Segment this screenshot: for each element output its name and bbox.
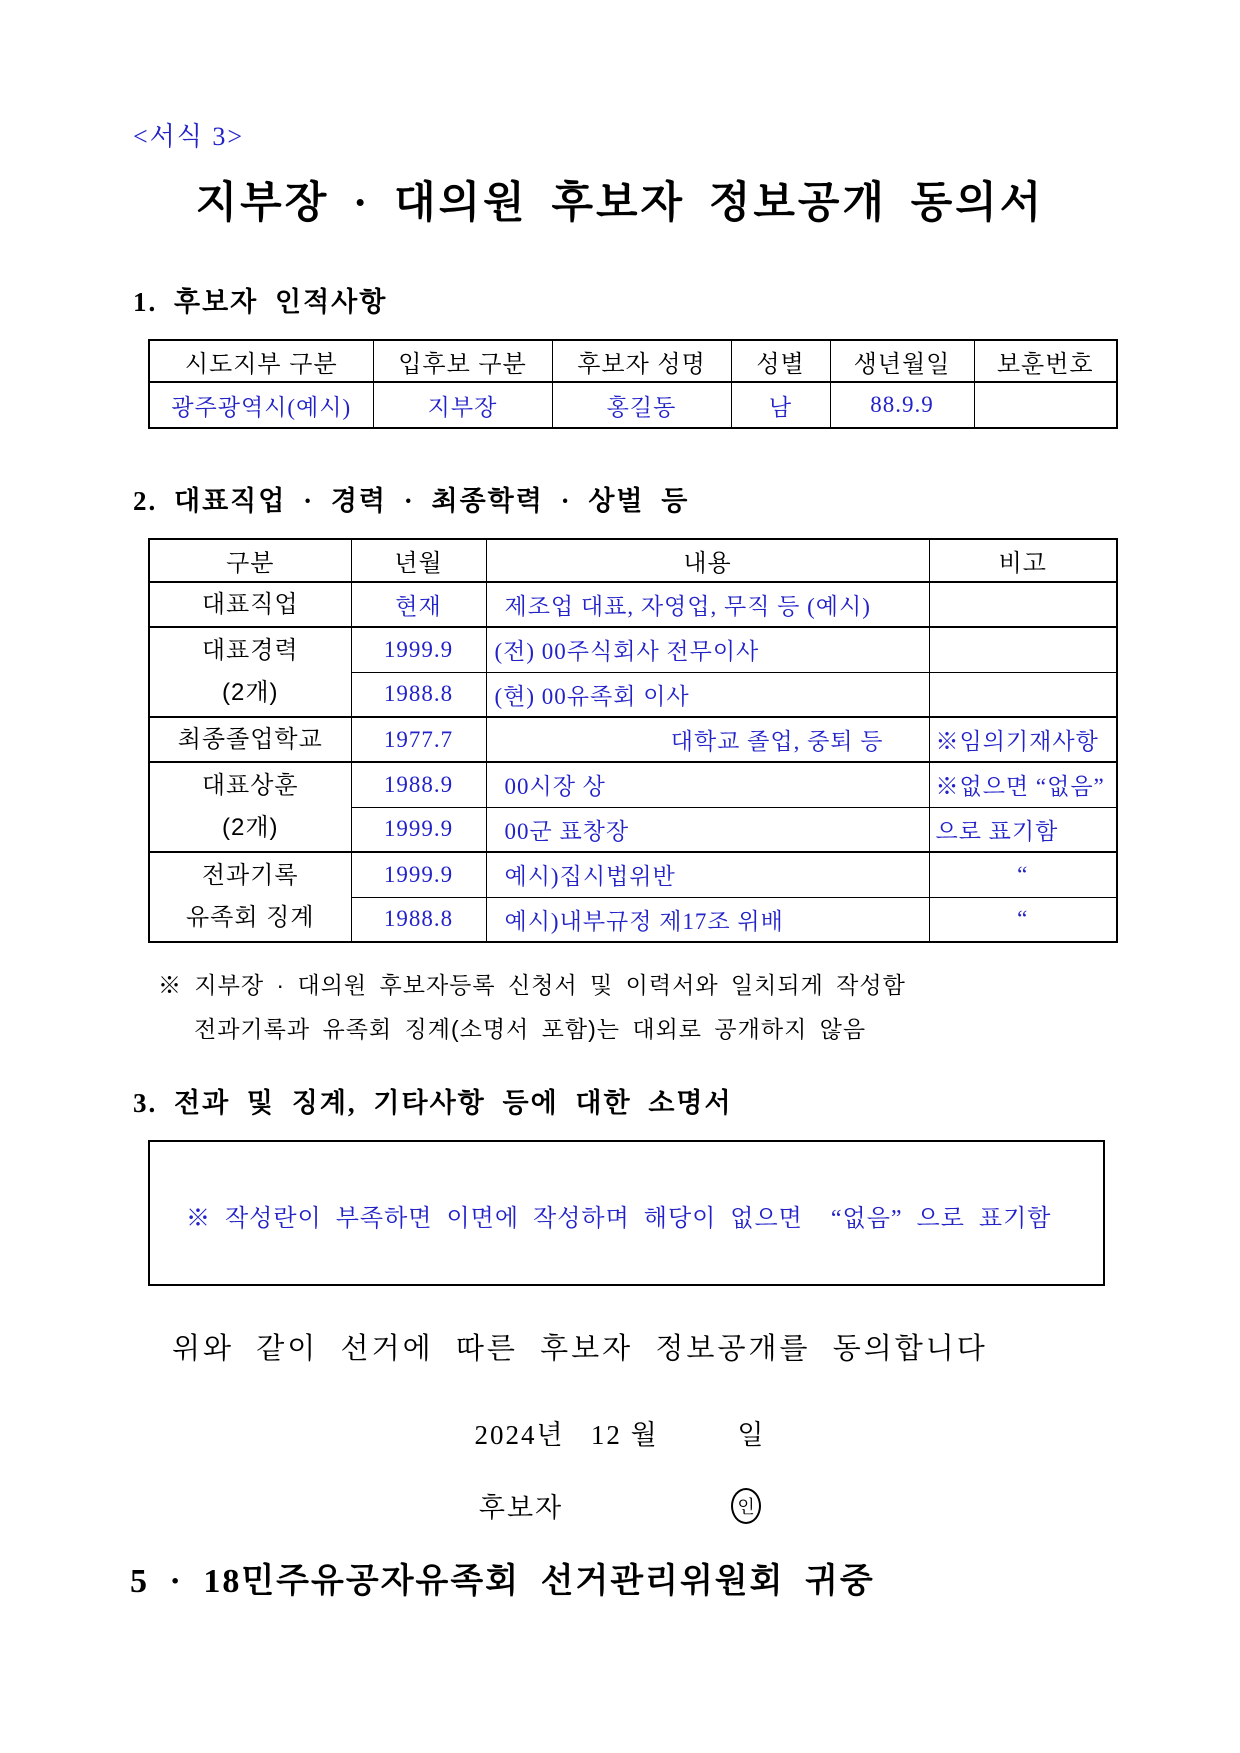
explanation-box [148, 1140, 1105, 1286]
section2-heading: 2. 대표직업 · 경력 · 최종학력 · 상벌 등 [133, 486, 690, 516]
cell-award1-content: 00시장 상 [486, 762, 929, 807]
section1-heading: 1. 후보자 인적사항 [133, 287, 388, 317]
table-header-row [149, 340, 1117, 382]
signer-label: 후보자 [478, 1493, 564, 1523]
cell-award2-note: 으로 표기함 [929, 807, 1117, 852]
column-header-candidacy: 입후보 구분 [373, 340, 552, 382]
table-row-award-1 [149, 762, 1117, 807]
column-header-name: 후보자 성명 [552, 340, 731, 382]
form-number-label: <서식 3> [133, 122, 245, 151]
date-line: 2024년 12 월 일 [474, 1420, 766, 1450]
cell-category-award: 대표상훈 (2개) [149, 762, 351, 852]
column-header-category: 구분 [149, 539, 351, 582]
cell-record1-note: “ [929, 852, 1117, 897]
column-header-remark: 비고 [929, 539, 1117, 582]
column-header-detail: 내용 [486, 539, 929, 582]
cell-career1-year: 1999.9 [351, 627, 486, 672]
column-header-branch: 시도지부 구분 [149, 340, 373, 382]
cell-job-note [929, 582, 1117, 627]
seal-mark: 인 [731, 1488, 761, 1524]
cell-career2-year: 1988.8 [351, 672, 486, 717]
footer-recipient: 5 · 18민주유공자유족회 선거관리위원회 귀중 [130, 1563, 875, 1600]
agreement-statement: 위와 같이 선거에 따른 후보자 정보공개를 동의합니다 [172, 1333, 988, 1365]
column-header-gender: 성별 [731, 340, 830, 382]
cell-category-record: 전과기록 유족회 징계 [149, 852, 351, 942]
cell-category-job: 대표직업 [149, 582, 351, 627]
footnote-line-2: 전과기록과 유족회 징계(소명서 포함)는 대외로 공개하지 않음 [194, 1016, 867, 1042]
cell-job-content: 제조업 대표, 자영업, 무직 등 (예시) [486, 582, 929, 627]
cell-record2-note: “ [929, 897, 1117, 942]
table-row-job [149, 582, 1117, 627]
table-row-career-1 [149, 627, 1117, 672]
explanation-box-note: ※ 작성란이 부족하면 이면에 작성하며 해당이 없으면 “없음” 으로 표기함 [186, 1206, 1052, 1232]
table-footnotes [158, 963, 1240, 1051]
cell-category-school: 최종졸업학교 [149, 717, 351, 762]
cell-career2-note [929, 672, 1117, 717]
cell-career2-content: (현) 00유족회 이사 [486, 672, 929, 717]
table-row-record-1 [149, 852, 1117, 897]
section3-heading: 3. 전과 및 징계, 기타사항 등에 대한 소명서 [133, 1088, 733, 1118]
cell-birthdate: 88.9.9 [830, 382, 974, 428]
column-header-birthdate: 생년월일 [830, 340, 974, 382]
cell-award2-content: 00군 표창장 [486, 807, 929, 852]
page-title: 지부장 · 대의원 후보자 정보공개 동의서 [195, 180, 1045, 227]
column-header-yearmonth: 년월 [351, 539, 486, 582]
cell-career1-note [929, 627, 1117, 672]
cell-category-career: 대표경력 (2개) [149, 627, 351, 717]
cell-school-content: 대학교 졸업, 중퇴 등 [486, 717, 929, 762]
cell-award2-year: 1999.9 [351, 807, 486, 852]
cell-name: 홍길동 [552, 382, 731, 428]
table-header-row [149, 539, 1117, 582]
cell-career1-content: (전) 00주식회사 전무이사 [486, 627, 929, 672]
cell-candidacy: 지부장 [373, 382, 552, 428]
column-header-veteran-number: 보훈번호 [974, 340, 1117, 382]
cell-record1-content: 예시)집시법위반 [486, 852, 929, 897]
cell-award1-year: 1988.9 [351, 762, 486, 807]
cell-record2-content: 예시)내부규정 제17조 위배 [486, 897, 929, 942]
cell-veteran-number [974, 382, 1117, 428]
table-row [149, 382, 1117, 428]
cell-award1-note: ※없으면 “없음” [929, 762, 1117, 807]
signature-line [0, 1486, 1240, 1525]
career-table [148, 538, 1118, 943]
cell-job-year: 현재 [351, 582, 486, 627]
cell-branch: 광주광역시(예시) [149, 382, 373, 428]
cell-school-note: ※임의기재사항 [929, 717, 1117, 762]
footnote-line-1: ※ 지부장 · 대의원 후보자등록 신청서 및 이력서와 일치되게 작성함 [158, 972, 906, 998]
table-row-school [149, 717, 1117, 762]
cell-gender: 남 [731, 382, 830, 428]
cell-school-year: 1977.7 [351, 717, 486, 762]
cell-record2-year: 1988.8 [351, 897, 486, 942]
personal-info-table [148, 339, 1118, 429]
cell-record1-year: 1999.9 [351, 852, 486, 897]
